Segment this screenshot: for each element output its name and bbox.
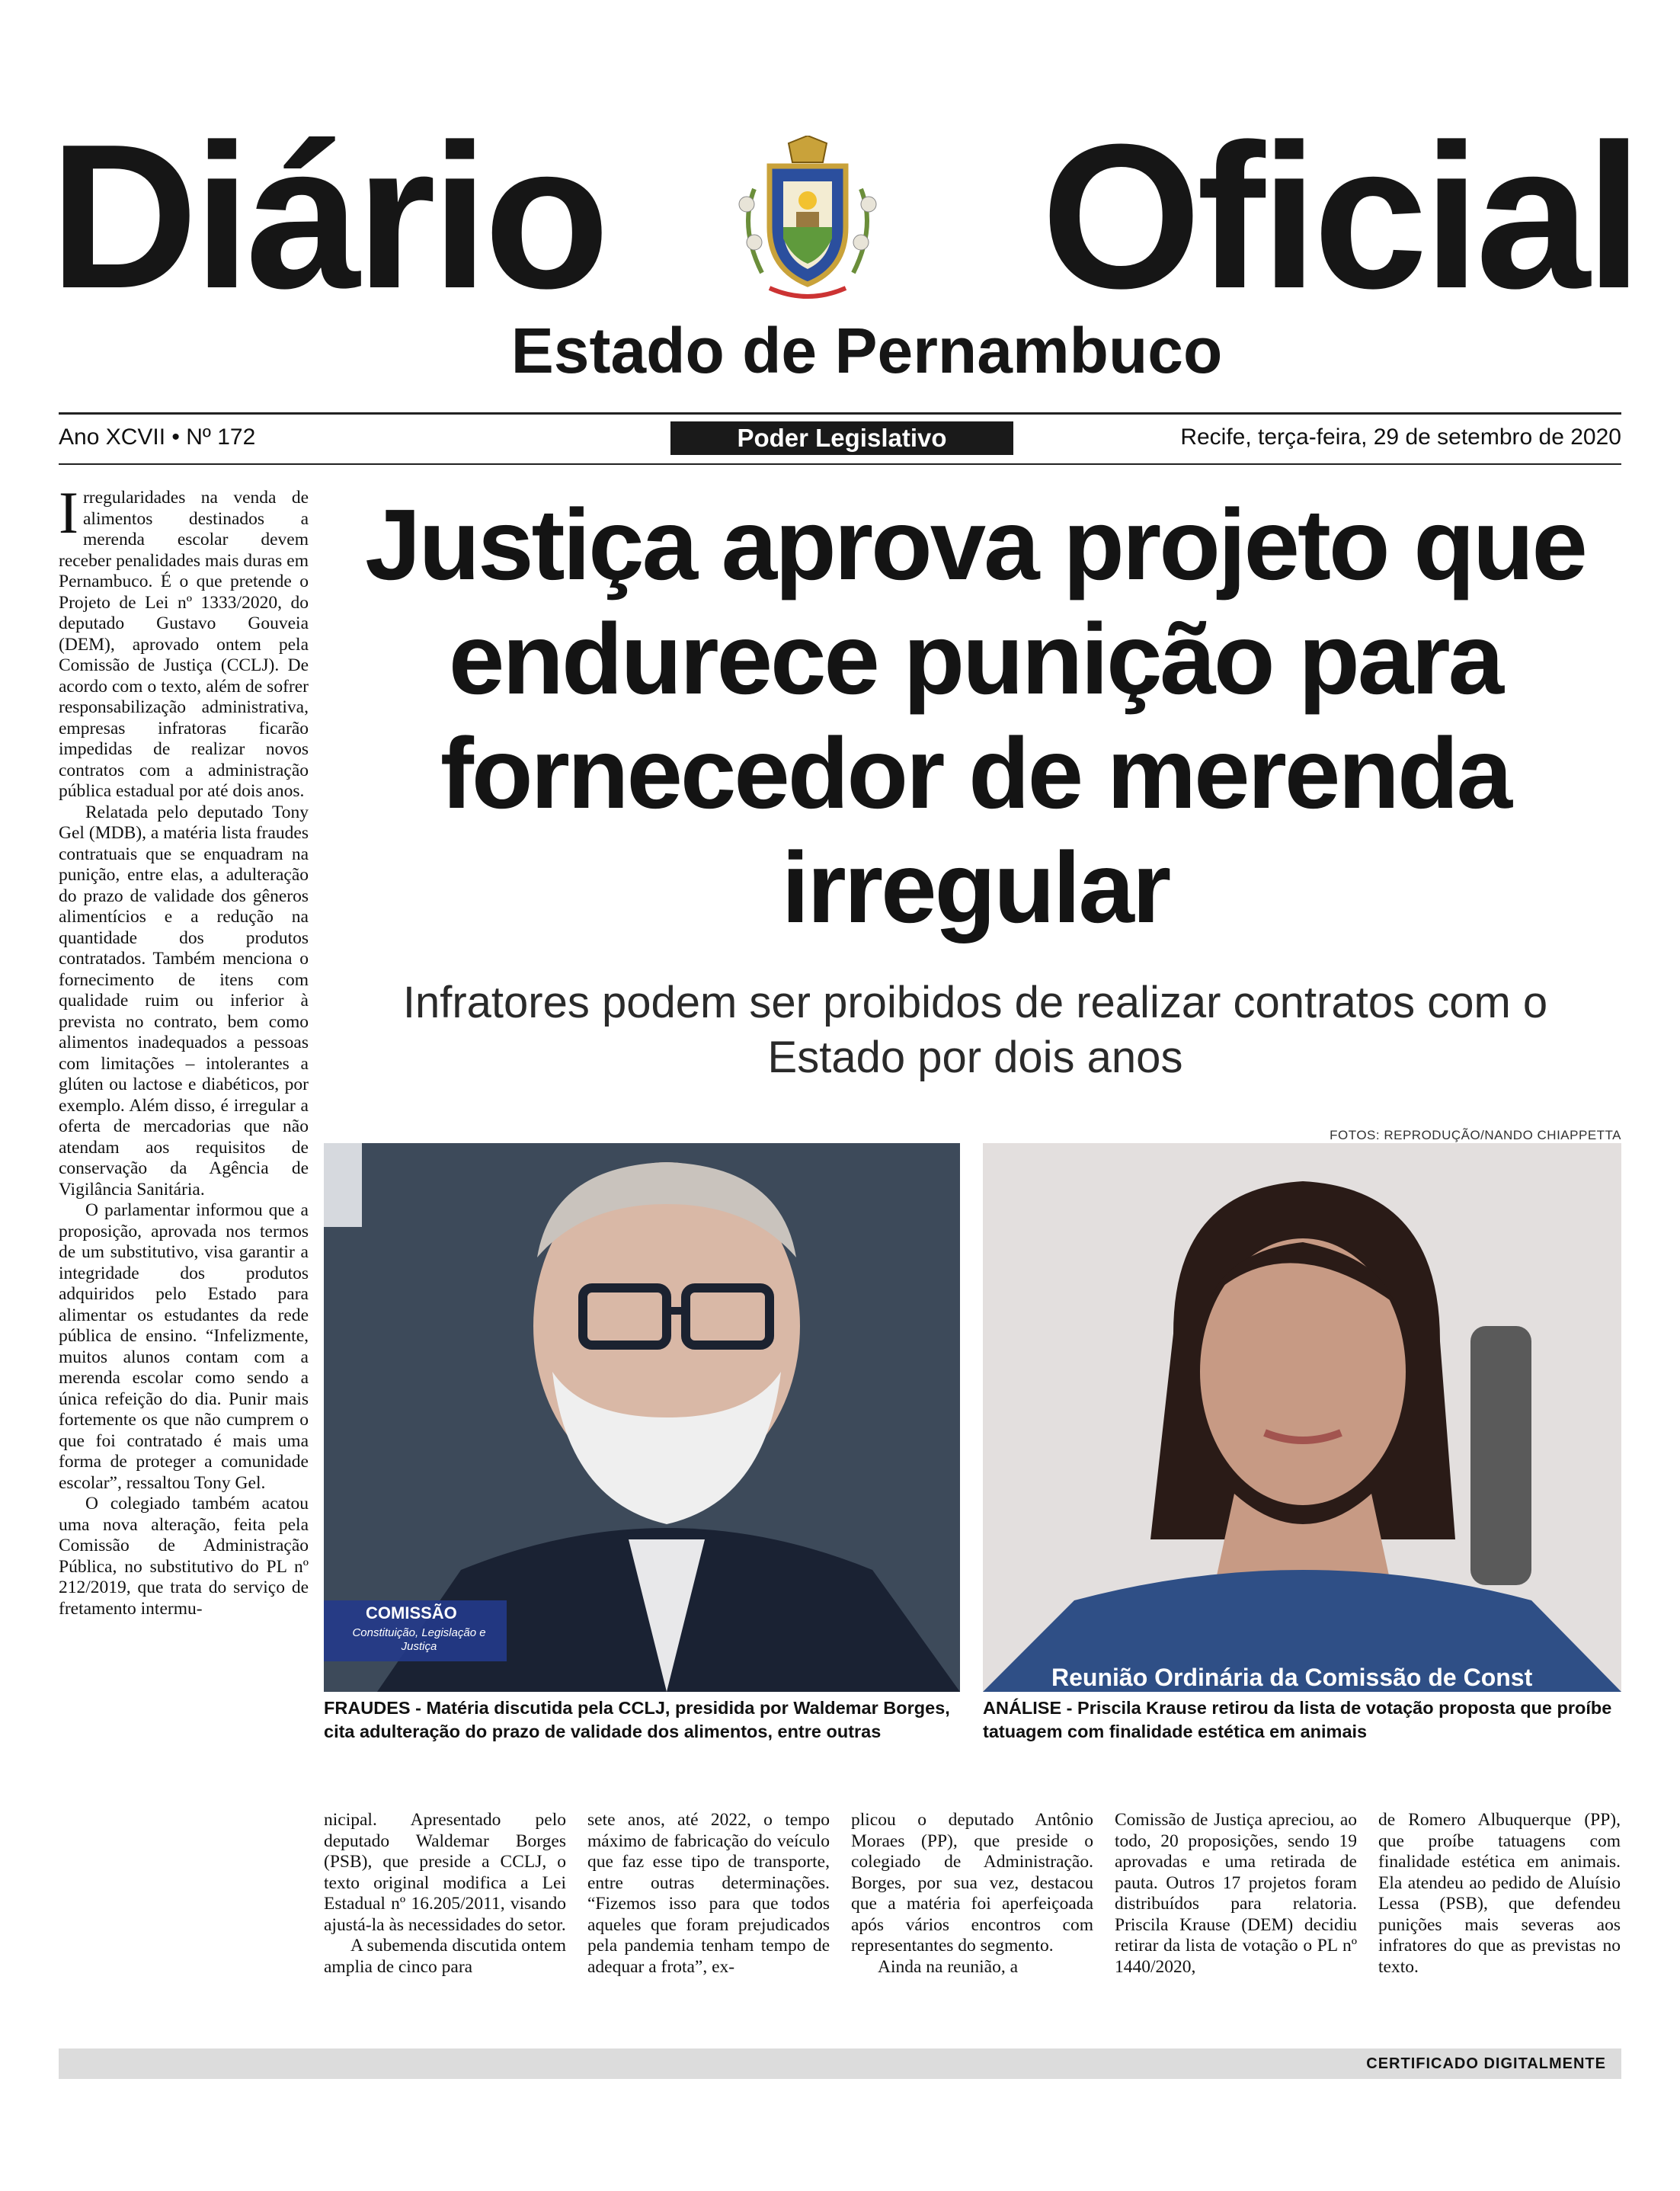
photo-credit: FOTOS: REPRODUÇÃO/NANDO CHIAPPETTA — [1330, 1128, 1621, 1142]
dateline: Recife, terça-feira, 29 de setembro de 2020 — [1180, 424, 1621, 450]
masthead-title-left: Diário — [50, 102, 606, 332]
bottom-column-5 — [1378, 1810, 1621, 1978]
photo1-caption: FRAUDES - Matéria discutida pela CCLJ, presidida por Waldemar Borges, cita adulteração do prazo de validade dos alimentos, entre outras — [324, 1698, 950, 1741]
article-paragraph: plicou o deputado Antônio Moraes (PP), que preside o colegiado de Administração. Borges, por sua vez, destacou que a matéria foi aperfeiçoada após vários encontros com representantes do segmento. — [851, 1810, 1093, 1956]
photo2-caption: ANÁLISE - Priscila Krause retirou da lista de votação proposta que proíbe tatuagem com finalidade estética em animais — [983, 1698, 1612, 1741]
masthead-subtitle: Estado de Pernambuco — [510, 315, 1223, 386]
article-paragraph: nicipal. Apresentado pelo deputado Waldemar Borges (PSB), que preside a CCLJ, o texto original modifica a Lei Estadual nº 16.205/2011, visando ajustá-la às necessidades do setor. — [324, 1810, 566, 1935]
edition-number: Ano XCVII • Nº 172 — [59, 424, 256, 450]
article-paragraph: Irregularidades na venda de alimentos destinados a merenda escolar devem receber penalidades mais duras em Pernambuco. É o que pretende o Projeto de Lei nº 1333/2020, do deputado Gustavo Gouveia (DEM), aprovado ontem pela Comissão de Justiça (CCLJ). De acordo com o texto, além de sofrer responsabilização administrativa, empresas infratoras ficarão impedidas de realizar novos contratos com a administração pública estadual por até dois anos. — [59, 479, 309, 801]
bottom-column-1 — [324, 1810, 566, 1978]
bottom-column-2 — [587, 1810, 830, 1978]
bottom-column-4 — [1115, 1810, 1357, 1978]
photo-waldemar-borges — [324, 1143, 960, 1692]
article-paragraph: sete anos, até 2022, o tempo máximo de fabricação do veículo que faz esse tipo de transporte, entre outras determinações. “Fizemos isso para que todos aqueles que foram prejudicados pela pandemia tenham tempo de adequar a frota”, ex- — [587, 1810, 830, 1977]
masthead-bottom-rule — [59, 463, 1621, 465]
article-paragraph: Relatada pelo deputado Tony Gel (MDB), a matéria lista fraudes contratuais que se enquadram na punição, entre elas, a adulteração do prazo de validade dos gêneros alimentícios e a redução na quantidade dos produtos contratados. Também menciona o fornecimento de itens com qualidade ruim ou inferior à prevista no contrato, bem como alimentos inadequados a pessoas com limitações – intolerantes a glúten ou lactose e diabéticos, por exemplo. Além disso, é irregular a oferta de mercadorias que não atendam aos requisitos de conservação da Agência de Vigilância Sanitária. — [59, 802, 309, 1200]
woman-portrait-image — [983, 1143, 1621, 1692]
article-paragraph: de Romero Albuquerque (PP), que proíbe tatuagens com finalidade estética em animais. Ela atendeu ao pedido de Aluísio Lessa (PSB), que defendeu punições mais severas aos infratores do que as previstas no texto. — [1378, 1810, 1621, 1977]
left-article-column — [59, 479, 309, 1619]
headline: Justiça aprova projeto que endurece punição para fornecedor de merenda irregular — [365, 488, 1586, 943]
photo-priscila-krause — [983, 1143, 1621, 1692]
article-paragraph: A subemenda discutida ontem amplia de cinco para — [324, 1936, 566, 1977]
article-paragraph: Ainda na reunião, a — [878, 1956, 1019, 1977]
masthead-top-rule — [59, 412, 1621, 415]
subheadline: Infratores podem ser proibidos de realizar contratos com o Estado por dois anos — [402, 978, 1548, 1082]
certification-footer: CERTIFICADO DIGITALMENTE — [59, 2048, 1621, 2079]
masthead-title-right: Oficial — [1041, 102, 1638, 332]
bottom-column-3 — [851, 1810, 1093, 1978]
photo2-overlay-text: Reunião Ordinária da Comissão de Const — [1051, 1664, 1533, 1691]
coat-of-arms-icon — [724, 136, 891, 307]
section-label: Poder Legislativo — [670, 421, 1013, 455]
article-paragraph: O colegiado também acatou uma nova alteração, feita pela Comissão de Administração Pública, no substitutivo do PL nº 212/2019, que trata do serviço de fretamento intermu- — [59, 1494, 309, 1619]
photo1-overlay-subtitle: Constituição, Legislação e Justiça — [352, 1626, 486, 1653]
article-paragraph: Comissão de Justiça apreciou, ao todo, 20 proposições, sendo 19 aprovadas e uma retirada de pauta. Outros 17 projetos foram distribuídos para relatoria. Priscila Krause (DEM) decidiu retirar da lista de votação o PL nº 1440/2020, — [1115, 1810, 1357, 1977]
photo1-overlay-title: COMISSÃO — [366, 1603, 457, 1622]
article-paragraph: O parlamentar informou que a proposição, aprovada nos termos de um substitutivo, visa garantir a integridade dos produtos adquiridos pelo Estado para alimentar os estudantes da rede pública de ensino. “Infelizmente, muitos alunos contam com a merenda escolar como sendo a única refeição do dia. Punir mais fortemente os que não cumprem o que foi contratado é mais uma forma de proteger a comunidade escolar”, ressaltou Tony Gel. — [59, 1200, 309, 1493]
drop-cap: I — [59, 479, 78, 546]
